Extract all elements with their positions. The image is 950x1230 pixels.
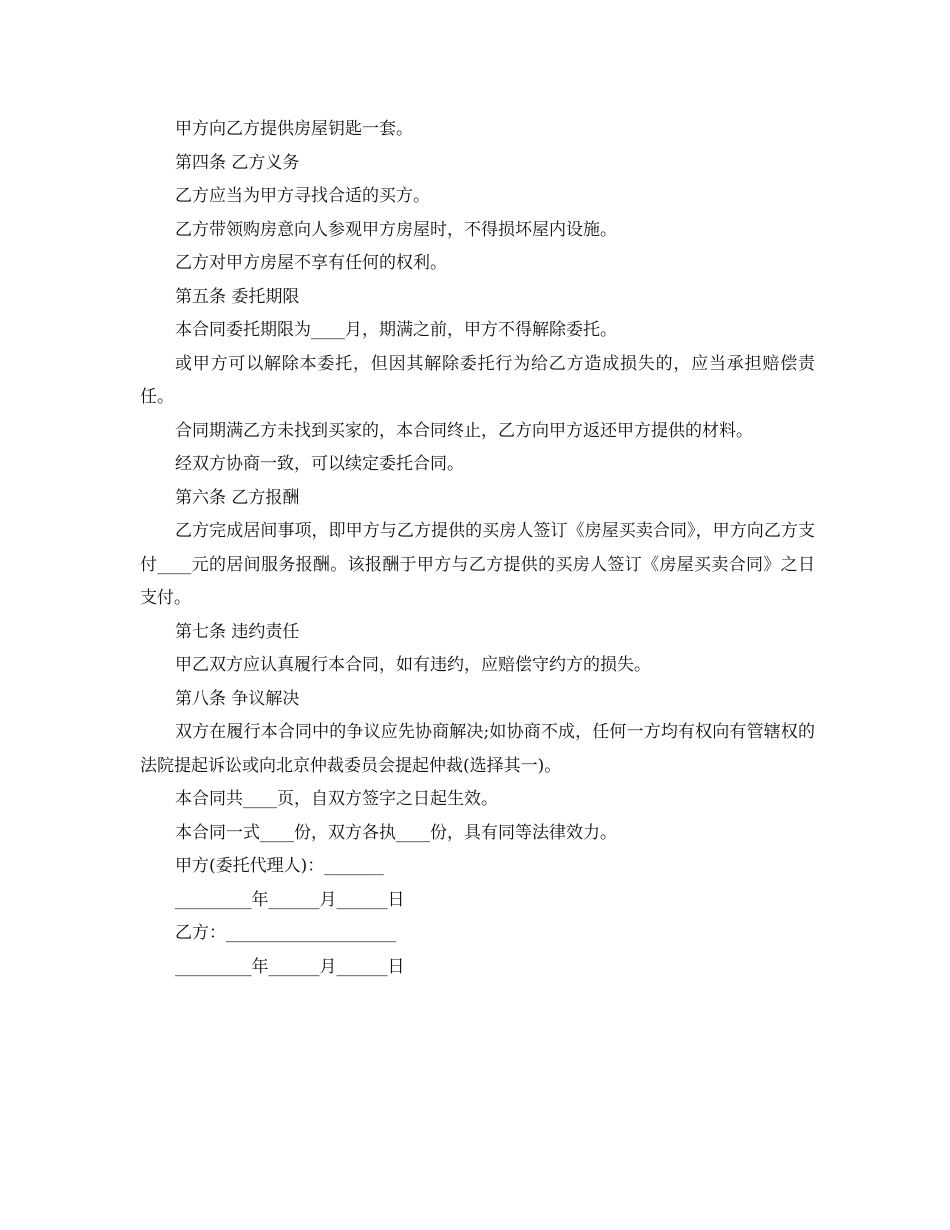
clause-text: 乙方对甲方房屋不享有任何的权利。 <box>175 253 447 273</box>
clause-text: 乙方完成居间事项，即甲方与乙方提供的买房人签订《房屋买卖合同》，甲方向乙方支付____元的居间服务报酬。该报酬于甲方与乙方提供的买房人签订《房屋买卖合同》之日支付。 <box>140 521 815 608</box>
clause-text: 经双方协商一致，可以续定委托合同。 <box>175 454 464 474</box>
clause-text: 乙方应当为甲方寻找合适的买方。 <box>175 186 430 206</box>
section-heading-article-4: 第四条 乙方义务 <box>175 152 300 173</box>
section-heading-article-8: 第八条 争议解决 <box>175 688 300 709</box>
clause-text: 或甲方可以解除本委托，但因其解除委托行为给乙方造成损失的，应当承担赔偿责任。 <box>140 353 815 407</box>
party-a-date-line: _________年______月______日 <box>175 889 405 910</box>
section-heading-article-5: 第五条 委托期限 <box>175 286 300 307</box>
party-b-signature-line: 乙方：____________________ <box>175 923 396 943</box>
party-a-signature-line: 甲方(委托代理人)：_______ <box>175 856 384 876</box>
clause-text: 本合同委托期限为____月，期满之前，甲方不得解除委托。 <box>175 320 617 340</box>
section-heading-article-6: 第六条 乙方报酬 <box>175 487 300 508</box>
clause-text: 合同期满乙方未找到买家的，本合同终止，乙方向甲方返还甲方提供的材料。 <box>175 420 753 441</box>
clause-text: 本合同一式____份，双方各执____份，具有同等法律效力。 <box>175 822 617 843</box>
party-b-date-line: _________年______月______日 <box>175 956 405 977</box>
contract-body <box>140 113 815 984</box>
clause-text: 甲方向乙方提供房屋钥匙一套。 <box>175 119 413 139</box>
clause-text: 本合同共____页，自双方签字之日起生效。 <box>175 789 498 809</box>
clause-text: 乙方带领购房意向人参观甲方房屋时，不得损坏屋内设施。 <box>175 219 617 240</box>
section-heading-article-7: 第七条 违约责任 <box>175 621 300 642</box>
clause-text: 双方在履行本合同中的争议应先协商解决;如协商不成，任何一方均有权向有管辖权的法院提起诉讼或向北京仲裁委员会提起仲裁(选择其一)。 <box>140 722 815 776</box>
clause-text: 甲乙双方应认真履行本合同，如有违约，应赔偿守约方的损失。 <box>175 655 651 675</box>
